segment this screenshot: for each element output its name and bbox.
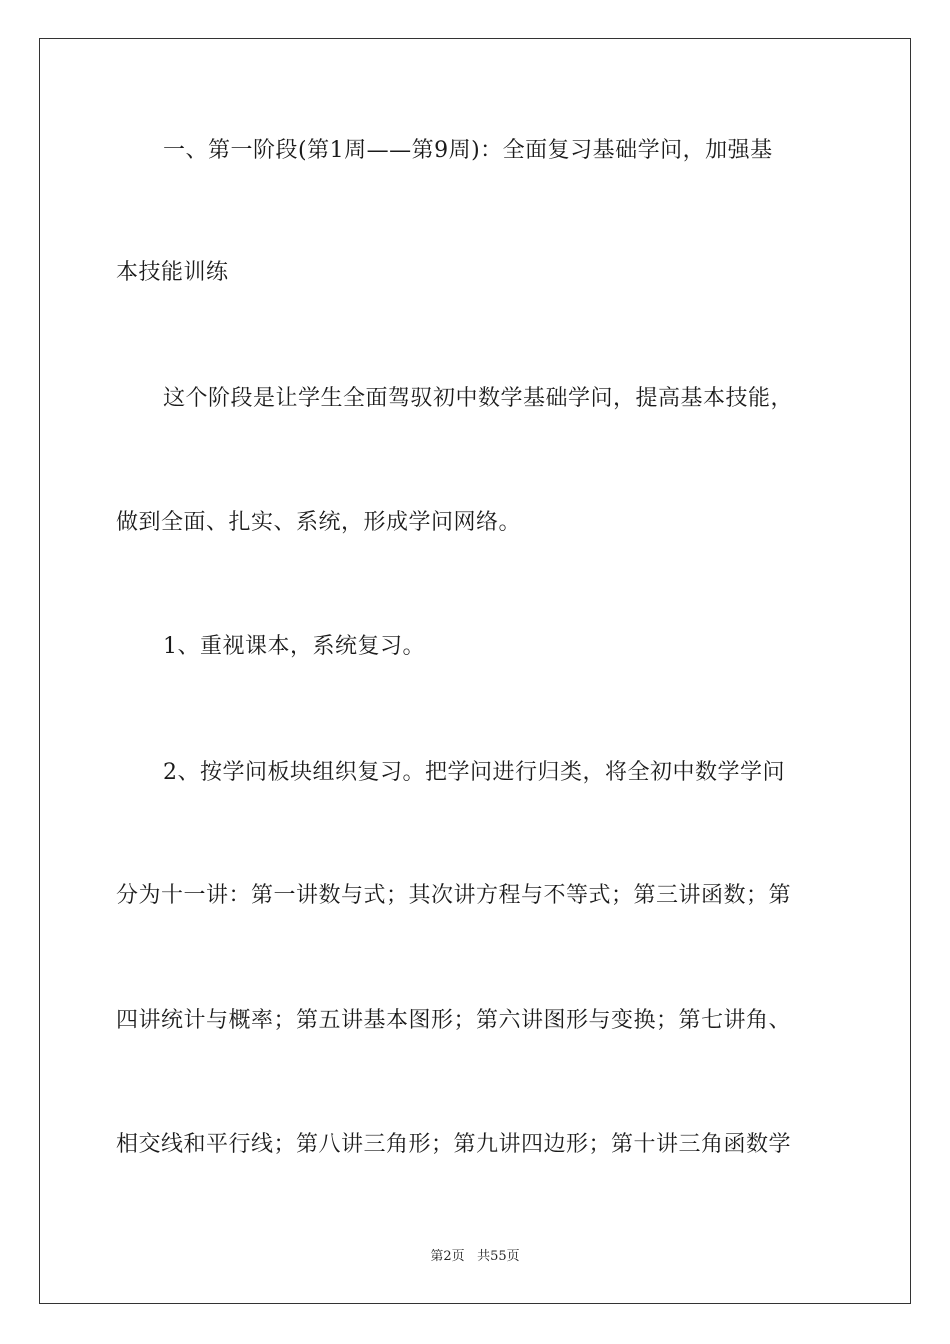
paragraph-line: 四讲统计与概率；第五讲基本图形；第六讲图形与变换；第七讲角、 xyxy=(116,1008,792,1033)
page-number: 第2页 xyxy=(430,1249,465,1264)
paragraph-line: 这个阶段是让学生全面驾驭初中数学基础学问，提高基本技能， xyxy=(163,386,794,411)
paragraph-line: 相交线和平行线；第八讲三角形；第九讲四边形；第十讲三角函数学 xyxy=(116,1132,792,1157)
list-item-line: 2、按学问板块组织复习。把学问进行归类，将全初中数学学问 xyxy=(163,760,785,785)
page-total: 共55页 xyxy=(477,1249,520,1264)
section-heading-line: 一、第一阶段(第1周——第9周)：全面复习基础学问，加强基 xyxy=(163,138,773,163)
paragraph-line: 分为十一讲：第一讲数与式；其次讲方程与不等式；第三讲函数；第 xyxy=(116,883,792,908)
paragraph-line: 做到全面、扎实、系统，形成学问网络。 xyxy=(116,510,522,535)
page-footer xyxy=(0,1248,950,1266)
section-heading-line-continued: 本技能训练 xyxy=(116,260,229,285)
list-item-line: 1、重视课本，系统复习。 xyxy=(163,634,425,659)
page-border xyxy=(39,38,911,1304)
